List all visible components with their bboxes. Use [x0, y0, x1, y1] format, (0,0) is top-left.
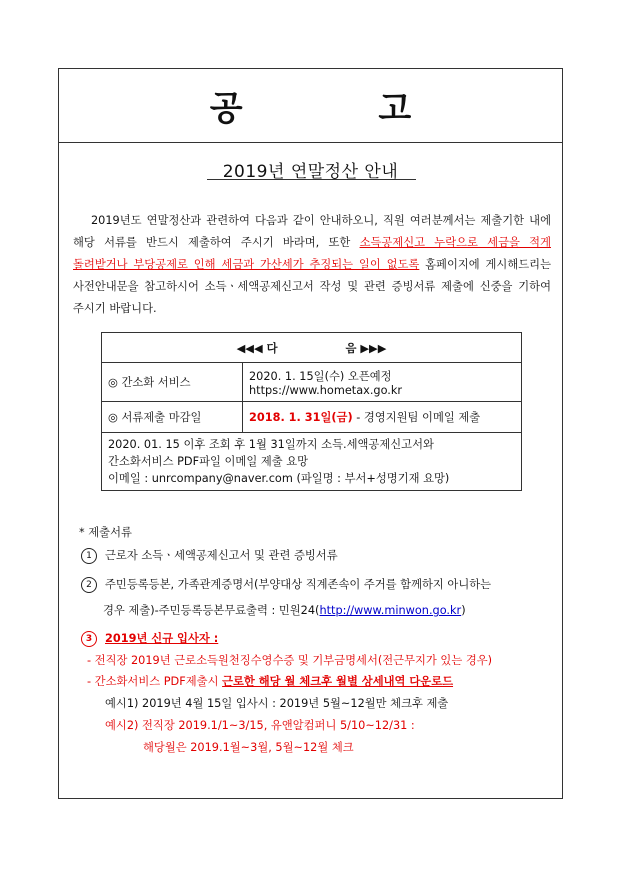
doc-item-3 — [81, 630, 218, 647]
new-hire-bullet-1: - 전직장 2019년 근로소득원천징수영수증 및 기부금명세서(전근무지가 있는 경우) — [87, 654, 493, 667]
new-hire-bullet-2a: - 간소화서비스 PDF제출시 — [87, 675, 223, 688]
row-value-simplified-service — [243, 363, 522, 402]
doc-item-2-line-2a: 경우 제출)-주민등록등본무료출력 : 민원24( — [103, 604, 320, 617]
number-circle-1: 1 — [81, 548, 97, 564]
note-line-2: 간소화서비스 PDF파일 이메일 제출 요망 — [108, 455, 309, 468]
doc-item-1-text: 근로자 소득ㆍ세액공제신고서 및 관련 증빙서류 — [105, 549, 338, 562]
intro-highlight: 소득공제신고 누락으로 세금을 적게 돌려받거나 부당공제로 인해 세금과 가산세가 추징되는 일이 없도록 — [73, 236, 551, 271]
deadline-date: 2018. 1. 31일(금) — [249, 411, 353, 424]
new-hire-bullet-2 — [87, 673, 453, 689]
notice-header — [59, 69, 562, 143]
intro-paragraph — [73, 210, 551, 320]
info-table — [101, 332, 522, 491]
service-open-date: 2020. 1. 15일(수) 오픈예정 — [249, 369, 392, 383]
row-label-deadline: ◎ 서류제출 마감일 — [102, 402, 243, 433]
new-hire-title: 2019년 신규 입사자 : — [105, 632, 219, 645]
table-header — [102, 333, 522, 363]
doc-item-2 — [81, 576, 491, 593]
example-2-cont: 해당월은 2019.1월~3월, 5월~12월 체크 — [143, 741, 354, 754]
hometax-link[interactable]: https://www.hometax.go.kr — [249, 383, 403, 397]
doc-item-2-cont — [103, 602, 466, 618]
notice-frame — [58, 68, 563, 799]
table-header-left: ◀◀◀ 다 — [236, 341, 278, 355]
subtitle-underline — [207, 179, 416, 180]
table-header-right: 음 ▶▶▶ — [345, 341, 387, 355]
note-line-1: 2020. 01. 15 이후 조회 후 1월 31일까지 소득.세액공제신고서와 — [108, 438, 434, 451]
document-subtitle: 2019년 연말정산 안내 — [222, 162, 399, 182]
doc-item-2-line-1: 주민등록등본, 가족관계증명서(부양대상 직계존속이 주거를 함께하지 아니하는 — [105, 578, 492, 591]
intro-text-1: 2019년도 연말정산과 관련하여 다음과 같이 안내하오니, 직원 여러분께서는 제출기한 내에 해당 서류를 반드시 제출하여 주시기 바라며, 또한 — [73, 214, 551, 249]
doc-item-1 — [81, 547, 338, 564]
new-hire-bullet-2b: 근로한 해당 월 체크후 월별 상세내역 다운로드 — [222, 675, 454, 688]
minwon-link[interactable]: http://www.minwon.go.kr — [319, 604, 462, 617]
note-line-3: 이메일 : unrcompany@naver.com (파일명 : 부서+성명기재 요망) — [108, 472, 450, 485]
number-circle-2: 2 — [81, 577, 97, 593]
deadline-note: - 경영지원팀 이메일 제출 — [352, 411, 481, 424]
doc-item-2-line-2b: ) — [461, 604, 466, 617]
notice-title: 공 고 — [209, 89, 474, 129]
submission-note — [102, 433, 522, 491]
example-1: 예시1) 2019년 4월 15일 입사시 : 2019년 5월~12월만 체크후 제출 — [105, 697, 449, 710]
row-label-simplified-service: ◎ 간소화 서비스 — [102, 363, 243, 402]
example-2: 예시2) 전직장 2019.1/1~3/15, 유앤알컴퍼니 5/10~12/31 : — [105, 719, 415, 732]
row-value-deadline — [243, 402, 522, 433]
intro-text-2: 홈페이지에 게시해드리는 사전안내문을 참고하시어 소득ㆍ세액공제신고서 작성 및 관련 증빙서류 제출에 신중을 기하여 주시기 바랍니다. — [73, 258, 551, 315]
docs-heading: * 제출서류 — [79, 526, 132, 539]
number-circle-3: 3 — [81, 631, 97, 647]
